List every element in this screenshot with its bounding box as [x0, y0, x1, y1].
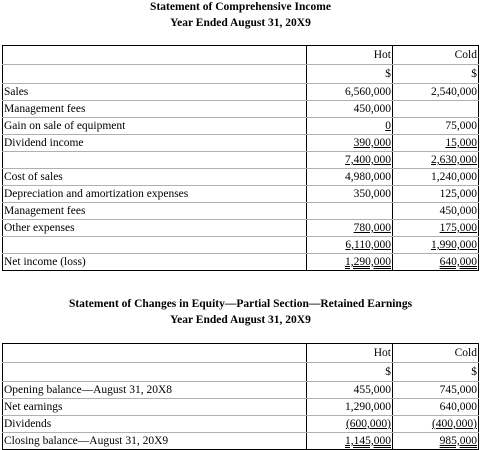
row-label: Depreciation and amortization expenses	[3, 186, 307, 203]
header-cold: Cold	[393, 344, 479, 363]
row-label: Opening balance—August 31, 20X8	[3, 382, 307, 399]
row-label: Management fees	[3, 203, 307, 220]
row-label: Sales	[3, 84, 307, 101]
cold-value-text: (400,000)	[431, 418, 477, 430]
hot-value	[307, 203, 393, 220]
cold-value	[393, 135, 479, 152]
cold-value	[393, 433, 479, 450]
row-label: Net earnings	[3, 399, 307, 416]
income-statement-period: Year Ended August 31, 20X9	[170, 17, 311, 29]
cold-value: 125,000	[393, 186, 479, 203]
cold-value-text: 1,990,000	[431, 239, 477, 251]
row-label: Dividends	[3, 416, 307, 433]
table-row	[3, 382, 479, 399]
cold-value	[393, 101, 479, 118]
cold-value: 450,000	[393, 203, 479, 220]
row-label: Other expenses	[3, 220, 307, 237]
header-hot: Hot	[307, 46, 393, 65]
table-row	[3, 118, 479, 135]
hot-value-text: 780,000	[353, 222, 391, 234]
cold-value: 2,540,000	[393, 84, 479, 101]
cold-value-text: 15,000	[445, 137, 477, 149]
table-row	[3, 135, 479, 152]
currency-cold: $	[393, 65, 479, 84]
cold-value-text: 985,000	[439, 435, 477, 447]
net-income-row	[3, 254, 479, 271]
row-label: Net income (loss)	[3, 254, 307, 271]
cold-value: 745,000	[393, 382, 479, 399]
table-row	[3, 186, 479, 203]
equity-statement-period: Year Ended August 31, 20X9	[170, 314, 311, 326]
hot-value-text: 1,145,000	[345, 435, 391, 447]
table-header-row	[3, 46, 479, 65]
row-label: Cost of sales	[3, 169, 307, 186]
row-label: Management fees	[3, 101, 307, 118]
hot-value	[307, 416, 393, 433]
hot-value: 350,000	[307, 186, 393, 203]
cold-value	[393, 416, 479, 433]
hot-value-text: (600,000)	[345, 418, 391, 430]
cold-value: 640,000	[393, 399, 479, 416]
row-label: Closing balance—August 31, 20X9	[3, 433, 307, 450]
cold-value	[393, 254, 479, 271]
hot-value: 1,290,000	[307, 399, 393, 416]
hot-value: 450,000	[307, 101, 393, 118]
currency-row	[3, 65, 479, 84]
currency-row	[3, 363, 479, 382]
equity-statement-title: Statement of Changes in Equity—Partial Section—Retained Earnings	[68, 298, 413, 310]
cold-value	[393, 237, 479, 254]
table-row	[3, 416, 479, 433]
hot-value	[307, 237, 393, 254]
hot-value	[307, 118, 393, 135]
hot-value	[307, 135, 393, 152]
table-row	[3, 169, 479, 186]
closing-balance-row	[3, 433, 479, 450]
currency-blank-cell	[3, 363, 307, 382]
cold-value-text: 640,000	[439, 256, 477, 268]
hot-value-text: 1,290,000	[345, 256, 391, 268]
subtotal-row	[3, 152, 479, 169]
hot-value	[307, 152, 393, 169]
currency-cold: $	[393, 363, 479, 382]
hot-value	[307, 220, 393, 237]
table-row	[3, 101, 479, 118]
currency-hot: $	[307, 363, 393, 382]
table-header-row	[3, 344, 479, 363]
hot-value: 455,000	[307, 382, 393, 399]
table-row	[3, 220, 479, 237]
row-label	[3, 152, 307, 169]
row-label: Dividend income	[3, 135, 307, 152]
cold-value	[393, 152, 479, 169]
table-row	[3, 399, 479, 416]
cold-value: 1,240,000	[393, 169, 479, 186]
income-statement-title: Statement of Comprehensive Income	[150, 1, 331, 13]
hot-value: 6,560,000	[307, 84, 393, 101]
hot-value	[307, 433, 393, 450]
cold-value-text: 175,000	[439, 222, 477, 234]
cold-value: 75,000	[393, 118, 479, 135]
cold-value	[393, 220, 479, 237]
row-label: Gain on sale of equipment	[3, 118, 307, 135]
equity-statement-table	[2, 343, 479, 450]
row-label	[3, 237, 307, 254]
hot-value: 4,980,000	[307, 169, 393, 186]
currency-blank-cell	[3, 65, 307, 84]
subtotal-row	[3, 237, 479, 254]
hot-value-text: 6,110,000	[345, 239, 391, 251]
hot-value-text: 0	[385, 120, 391, 132]
hot-value-text: 7,400,000	[345, 154, 391, 166]
header-blank-cell	[3, 344, 307, 363]
cold-value-text: 2,630,000	[431, 154, 477, 166]
currency-hot: $	[307, 65, 393, 84]
table-row	[3, 84, 479, 101]
hot-value-text: 390,000	[353, 137, 391, 149]
header-blank-cell	[3, 46, 307, 65]
header-hot: Hot	[307, 344, 393, 363]
hot-value	[307, 254, 393, 271]
header-cold: Cold	[393, 46, 479, 65]
income-statement-table	[2, 45, 479, 271]
table-row	[3, 203, 479, 220]
